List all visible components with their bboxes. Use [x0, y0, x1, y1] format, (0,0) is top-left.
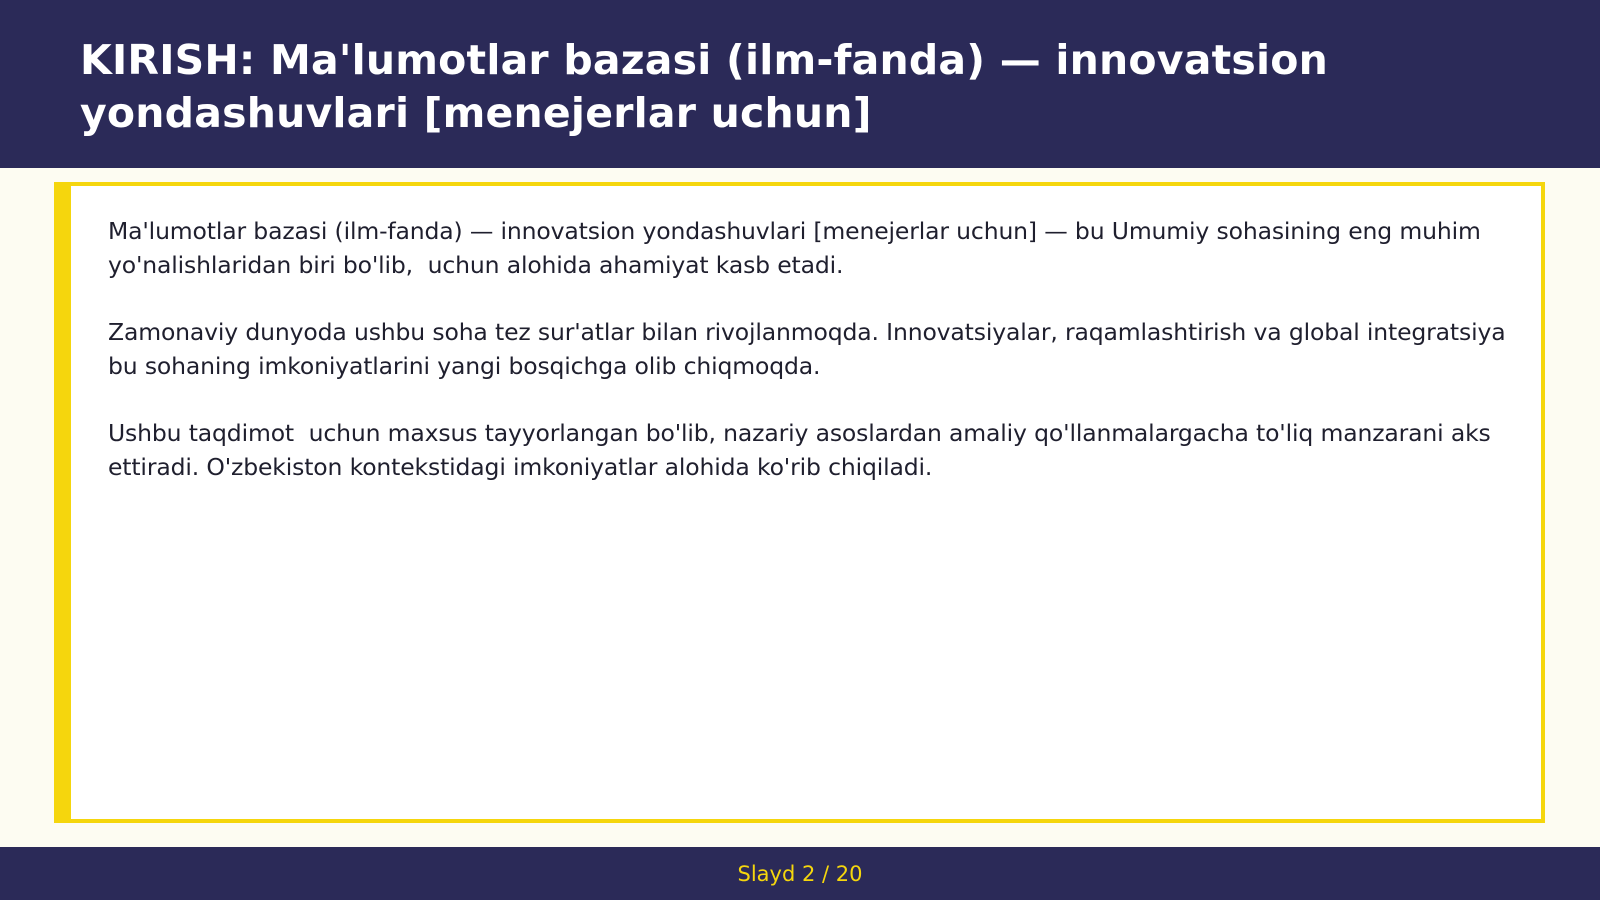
- slide-header: [0, 0, 1600, 168]
- slide-footer: [0, 847, 1600, 900]
- paragraph-1: Ma'lumotlar bazasi (ilm-fanda) — innovatsion yondashuvlari [menejerlar uchun] — bu Umumiy sohasining eng muhim yo'nalishlaridan biri bo'lib, uchun alohida ahamiyat kasb etadi.: [108, 217, 1489, 279]
- paragraph-2: Zamonaviy dunyoda ushbu soha tez sur'atlar bilan rivojlanmoqda. Innovatsiyalar, raqamlashtirish va global integratsiya bu sohaning imkoniyatlarini yangi bosqichga olib chiqmoqda.: [108, 318, 1513, 380]
- content-text: [108, 214, 1513, 517]
- slide-title: KIRISH: Ma'lumotlar bazasi (ilm-fanda) — innovatsion yondashuvlari [menejerlar uchun]: [80, 36, 1328, 137]
- slide-counter: Slayd 2 / 20: [737, 861, 863, 886]
- paragraph-3: Ushbu taqdimot uchun maxsus tayyorlangan bo'lib, nazariy asoslardan amaliy qo'llanmalargacha to'liq manzarani aks ettiradi. O'zbekiston kontekstidagi imkoniyatlar alohida ko'rib chiqiladi.: [108, 419, 1498, 481]
- content-panel: [54, 182, 1545, 823]
